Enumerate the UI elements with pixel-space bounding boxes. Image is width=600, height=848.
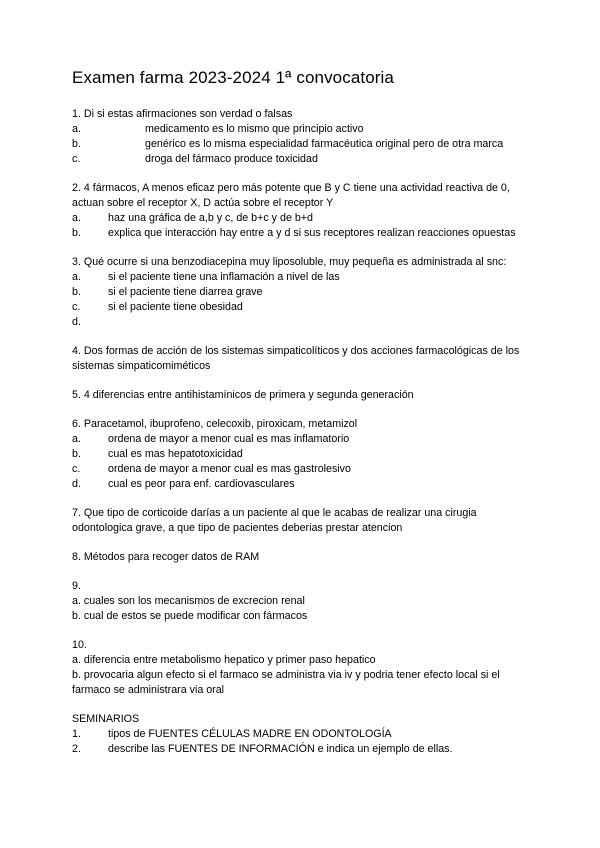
list-item-text: haz una gráfica de a,b y c, de b+c y de b+d [108,212,313,224]
list-marker: 1. [72,728,81,740]
question-text: 4. Dos formas de acción de los sistemas simpaticolíticos y dos acciones farmacológicas de los sistemas simpaticomiméticos [72,345,520,372]
question-7 [72,506,532,536]
list-item [72,477,532,492]
list-item [72,285,532,300]
section-heading: SEMINARIOS [72,713,140,725]
question-2 [72,181,532,241]
list-marker: b. [72,448,81,460]
list-item-text: si el paciente tiene obesidad [108,301,243,313]
list-item [72,300,532,315]
list-marker: 2. [72,743,81,755]
list-item [72,462,532,477]
answer-list [72,122,532,167]
list-item [72,315,532,330]
list-item-text: medicamento es lo mismo que principio activo [145,123,364,135]
list-marker: d. [72,478,81,490]
document-body [72,107,532,771]
list-marker: a. [72,433,81,445]
list-item [72,727,532,742]
list-marker: d. [72,316,81,328]
page-title: Examen farma 2023-2024 1ª convocatoria [72,68,394,87]
question-text: 3. Qué ocurre si una benzodiacepina muy liposoluble, muy pequeña es administrada al snc: [72,256,507,268]
list-item [72,122,532,137]
question-6 [72,417,532,492]
question-text: 6. Paracetamol, ibuprofeno, celecoxib, piroxicam, metamizol [72,418,358,430]
question-4 [72,344,532,374]
list-item-text: ordena de mayor a menor cual es mas inflamatorio [108,433,350,445]
list-marker: c. [72,301,81,313]
list-item [72,270,532,285]
list-item [72,447,532,462]
list-item-text: tipos de FUENTES CÉLULAS MADRE EN ODONTOLOGÍA [108,728,392,740]
list-item-text [108,316,111,328]
question-10 [72,638,532,698]
list-item [72,152,532,167]
list-item-text: explica que interacción hay entre a y d si sus receptores realizan reacciones opuestas [108,227,516,239]
list-item-text: cual es peor para enf. cardiovasculares [108,478,295,490]
question-9 [72,579,532,624]
list-item-text: droga del fármaco produce toxicidad [145,153,318,165]
list-item [72,211,532,226]
list-marker: b. [72,227,81,239]
question-text: 9. [72,580,81,592]
list-item [72,137,532,152]
list-marker: b. [72,138,81,150]
list-item-text: si el paciente tiene una inflamación a nivel de las [108,271,340,283]
list-marker: a. [72,123,81,135]
list-marker: a. [72,212,81,224]
question-3 [72,255,532,330]
question-text: 7. Que tipo de corticoide darías a un paciente al que le acabas de realizar una cirugia odontologica grave, a que tipo de pacientes deberias prestar atencion [72,507,477,534]
question-text: 8. Métodos para recoger datos de RAM [72,551,260,563]
list-item-text: describe las FUENTES DE INFORMACIÓN e indica un ejemplo de ellas. [108,743,453,755]
sub-question: b. provocaria algun efecto si el farmaco se administra via iv y podria tener efecto local si el farmaco se administrara via oral [72,669,500,696]
list-marker: c. [72,153,81,165]
list-marker: a. [72,271,81,283]
list-marker: b. [72,286,81,298]
list-item-text: cual es mas hepatotoxicidad [108,448,243,460]
answer-list [72,270,532,330]
question-text: 5. 4 diferencias entre antihistamínicos de primera y segunda generación [72,389,414,401]
question-text: 2. 4 fármacos, A menos eficaz pero más potente que B y C tiene una actividad reactiva de 0, actuan sobre el receptor X, D actúa sobre el receptor Y [72,182,510,209]
question-1 [72,107,532,167]
question-8 [72,550,532,565]
list-item-text: si el paciente tiene diarrea grave [108,286,263,298]
question-text: 1. Di si estas afirmaciones son verdad o falsas [72,108,293,120]
seminarios-list [72,727,532,757]
list-marker: c. [72,463,81,475]
list-item-text: ordena de mayor a menor cual es mas gastrolesivo [108,463,351,475]
list-item [72,432,532,447]
question-5 [72,388,532,403]
seminarios-section [72,712,532,757]
list-item [72,742,532,757]
sub-question: b. cual de estos se puede modificar con fármacos [72,610,308,622]
answer-list [72,432,532,492]
list-item [72,226,532,241]
question-text: 10. [72,639,87,651]
sub-question: a. cuales son los mecanismos de excrecion renal [72,595,305,607]
sub-question: a. diferencia entre metabolismo hepatico y primer paso hepatico [72,654,376,666]
list-item-text: genérico es lo misma especialidad farmacéutica original pero de otra marca [145,138,504,150]
answer-list [72,211,532,241]
